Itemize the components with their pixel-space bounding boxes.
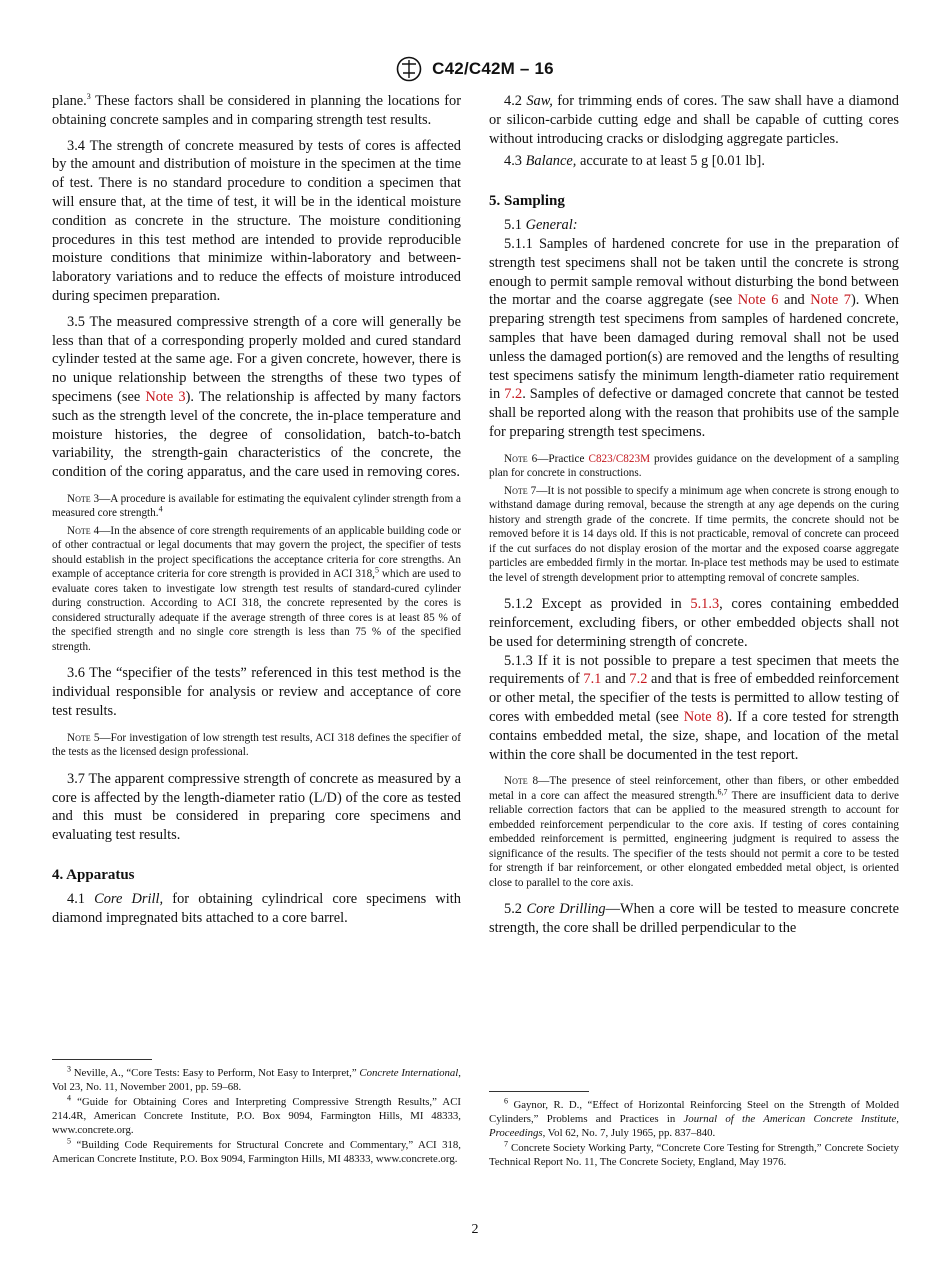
paragraph-5-1-1: 5.1.1 Samples of hardened concrete for use in the preparation of strength test specimens shall not be taken until the concrete is strong enough to permit sample removal without disturbing the bond between the mortar and the coarse aggregate (see Note 6 and Note 7). When preparing strength test specimens from samples of hardened concrete, samples that have been damaged during removal shall not be used unless the damaged portion(s) are removed and the lengths of resulting test specimens satisfy the minimum length-diameter ratio requirement in 7.2. Samples of defective or damaged concrete that cannot be tested shall be reported along with the reason that prohibits use of the sample for preparing strength test specimens.	[489, 235, 899, 440]
note-3: Note 3—A procedure is available for estimating the equivalent cylinder strength from a measured core strength.$^4$	[52, 492, 461, 520]
note-3-link[interactable]: Note 3	[145, 388, 186, 405]
footnotes-right	[489, 1091, 899, 1170]
section-7-1-link[interactable]: 7.1	[583, 671, 602, 688]
note-4: Note 4—In the absence of core strength requirements of an applicable building code or of other contractual or legal documents that may govern the project, the specifier of tests should establish in the project specifications the acceptance criteria for core strengths. An example of acceptance criteria for core strength is provided in ACI 318,$^5$ which are used to evaluate cores taken to investigate low strength test results of standard-cured cylinder during construction. According to ACI 318, the concrete represented by the cores is considered structurally adequate if the average strength of three cores is at least 85 % of the specified strength and no single core strength is less than 75 % of the specified strength.	[52, 524, 461, 653]
paragraph-5-1: 5.1 General:	[504, 217, 578, 234]
footnotes-left	[52, 1059, 461, 1167]
paragraph-3-6: 3.6 The “specifier of the tests” referenced in this test method is the individual responsible for analysis or review and acceptance of core test results.	[52, 665, 461, 720]
paragraph-4-1: 4.1 Core Drill, for obtaining cylindrical core specimens with diamond impregnated bits attached to a core barrel.	[52, 891, 461, 926]
paragraph-5-1-2: 5.1.2 Except as provided in 5.1.3, cores containing embedded reinforcement, excluding fibers, or other embedded objects shall not be used for determining strength of concrete.	[489, 596, 900, 650]
right-column	[489, 92, 899, 945]
astm-logo-icon	[396, 56, 422, 82]
section-5-1-3-link[interactable]: 5.1.3	[690, 596, 720, 613]
note-8-link[interactable]: Note 8	[683, 709, 724, 726]
section-5-heading: 5. Sampling	[489, 193, 565, 210]
footnote-6: $^6$ Gaynor, R. D., “Effect of Horizontal Reinforcing Steel on the Strength of Molded Cylinders,” Problems and Practices in Journal of the American Concrete Institute, Proceedings, Vol 62, No. 7, July 1965, pp. 837–840.	[489, 1096, 899, 1139]
c823-link[interactable]: C823/C823M	[588, 452, 651, 465]
page-number: 2	[471, 1222, 479, 1237]
page-header	[0, 56, 950, 82]
astm-logo	[396, 56, 422, 82]
note-8: Note 8—The presence of steel reinforcement, other than fibers, or other embedded metal in a core can affect the measured strength.$^{6,7}$ There are insufficient data to derive reliable correction factors that can be applied to the measured strength to account for embedded reinforcement perpendicular to the core axis. If testing of cores containing embedded reinforcement is permitted, engineering judgment is required to assess the significance of the results. The specifier of the tests should not permit a core to be tested for strength if bar reinforcement, or other elongated embedded metal object, is oriented close to parallel to the core axis.	[489, 775, 900, 889]
standard-designation: C42/C42M – 16	[432, 59, 554, 78]
footnote-7: $^7$ Concrete Society Working Party, “Concrete Core Testing for Strength,” Concrete Society Technical Report No. 11, The Concrete Society, England, May 1976.	[489, 1139, 899, 1168]
left-column	[52, 92, 461, 935]
footnote-divider	[489, 1091, 589, 1092]
section-7-2-link[interactable]: 7.2	[629, 671, 648, 688]
paragraph-4-3: 4.3 Balance, accurate to at least 5 g [0.01 lb].	[504, 153, 765, 170]
footnote-3: $^3$ Neville, A., “Core Tests: Easy to Perform, Not Easy to Interpret,” Concrete International, Vol 23, No. 11, November 2001, pp. 59–68.	[52, 1064, 461, 1093]
paragraph-3-4: 3.4 The strength of concrete measured by tests of cores is affected by the amount and distribution of moisture in the specimen at the time of test. There is no standard procedure to condition a specimen that will ensure that, at the time of test, it will be in the identical moisture condition as concrete in the structure. The moisture conditioning procedures in this test method are intended to provide reproducible moisture conditions that minimize within-laboratory and between-laboratory variations and to reduce the effects of moisture introduced during specimen preparation.	[52, 137, 461, 304]
paragraph-5-2: 5.2 Core Drilling—When a core will be tested to measure concrete strength, the core shall be drilled perpendicular to the	[489, 901, 899, 937]
paragraph-3-5: 3.5 The measured compressive strength of a core will generally be less than that of a corresponding properly molded and cured standard cylinder tested at the same age. For a given concrete, however, there is no unique relationship between the strengths of these two types of specimens (see Note 3). The relationship is affected by many factors such as the strength level of the concrete, the in-place temperature and moisture histories, the degree of consolidation, batch-to-batch variability, the strength-gain characteristics of the concrete, the condition of the coring apparatus, and the care used in removing cores.	[52, 313, 461, 481]
footnote-4: $^4$ “Guide for Obtaining Cores and Interpreting Compressive Strength Results,” ACI 214.4R, American Concrete Institute, P.O. Box 9094, Farmington Hills, MI 48333, www.concrete.org.	[52, 1093, 461, 1136]
note-7: Note 7—It is not possible to specify a minimum age when concrete is strong enough to withstand damage during removal, because the strength at any age depends on the curing history and strength grade of the concrete. If time permits, the concrete should not be removed before it is 14 days old. If this is not practicable, removal of concrete can proceed if the cut surfaces do not display erosion of the mortar and the exposed coarse aggregate particles are embedded firmly in the mortar. In-place test methods may be used to estimate the level of strength development prior to attempting removal of concrete samples.	[489, 484, 899, 584]
footnote-5: $^5$ “Building Code Requirements for Structural Concrete and Commentary,” ACI 318, American Concrete Institute, P.O. Box 9094, Farmington Hills, MI 48333, www.concrete.org.	[52, 1136, 461, 1165]
paragraph-3-3-continued: plane.$^3$ These factors shall be considered in planning the locations for obtaining concrete samples and in comparing strength test results.	[52, 92, 461, 128]
note-7-link[interactable]: Note 7	[810, 292, 851, 309]
section-4-heading: 4. Apparatus	[52, 867, 135, 884]
paragraph-3-7: 3.7 The apparent compressive strength of concrete as measured by a core is affected by the length-diameter ratio (L/D) of the core as tested and this must be considered in preparing core specimens and evaluating test results.	[52, 770, 461, 844]
note-5: Note 5—For investigation of low strength test results, ACI 318 defines the specifier of the tests as the licensed design professional.	[52, 731, 461, 759]
paragraph-4-2: 4.2 Saw, for trimming ends of cores. The saw shall have a diamond or silicon-carbide cutting edge and shall be capable of cutting cores without introducing cracks or dislodging aggregate particles.	[489, 93, 899, 147]
section-7-2-link[interactable]: 7.2	[504, 386, 523, 403]
note-6: Note 6—Practice C823/C823M provides guidance on the development of a sampling plan for concrete in constructions.	[489, 452, 899, 480]
footnote-divider	[52, 1059, 152, 1060]
paragraph-5-1-3: 5.1.3 If it is not possible to prepare a test specimen that meets the requirements of 7.1 and 7.2 and that is free of embedded reinforcement or other metal, the specifier of the tests is permitted to allow testing of cores with embedded metal (see Note 8). If a core tested for strength contains embedded metal, the size, shape, and location of the metal within the core shall be documented in the test report.	[489, 652, 899, 763]
note-6-link[interactable]: Note 6	[737, 292, 779, 309]
